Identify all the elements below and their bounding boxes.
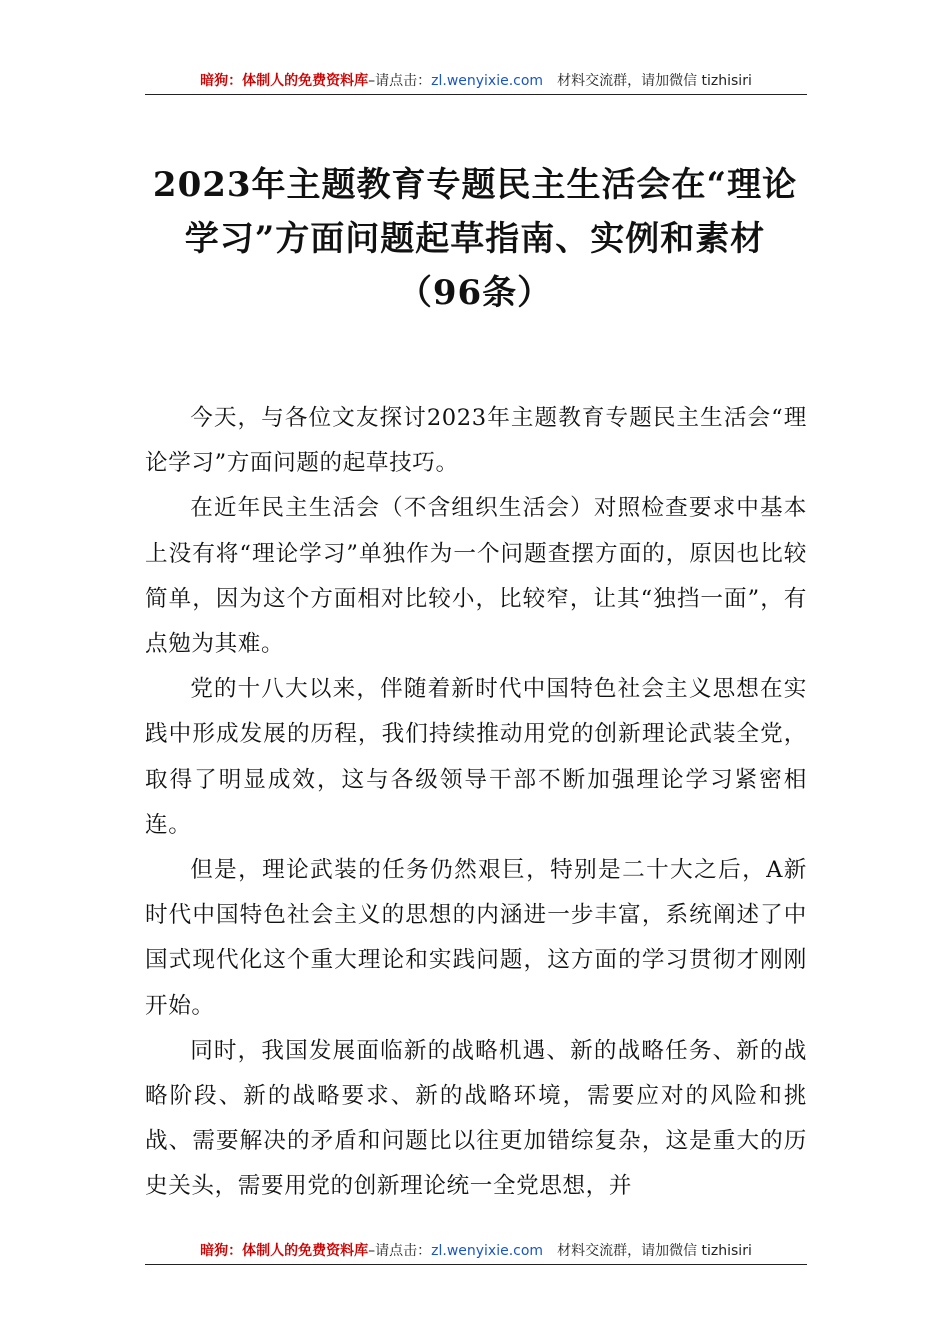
banner-click-prompt: –请点击： bbox=[368, 73, 432, 89]
banner-site-name: 暗狗：体制人的免费资料库 bbox=[200, 73, 369, 89]
paragraph: 在近年民主生活会（不含组织生活会）对照检查要求中基本上没有将“理论学习”单独作为一个问题查摆方面的，原因也比较简单，因为这个方面相对比较小，比较窄，让其“独挡一面”，有点勉为其难。 bbox=[145, 495, 807, 658]
banner-click-prompt: –请点击： bbox=[368, 1243, 432, 1259]
header-banner bbox=[145, 68, 807, 95]
footer-banner bbox=[145, 1238, 807, 1265]
document-title bbox=[120, 158, 830, 320]
banner-site-name: 暗狗：体制人的免费资料库 bbox=[200, 1243, 369, 1259]
banner-contact: 材料交流群，请加微信 tizhisiri bbox=[557, 1243, 752, 1259]
banner-contact: 材料交流群，请加微信 tizhisiri bbox=[557, 73, 752, 89]
title-line-1: 2023年主题教育专题民主生活会在“理论 bbox=[152, 165, 798, 205]
paragraph: 今天，与各位文友探讨2023年主题教育专题民主生活会“理论学习”方面问题的起草技巧。 bbox=[145, 405, 807, 477]
title-line-3: （96条） bbox=[397, 273, 553, 313]
title-line-2: 学习”方面问题起草指南、实例和素材 bbox=[184, 219, 766, 259]
document-body bbox=[145, 396, 807, 1210]
paragraph: 同时，我国发展面临新的战略机遇、新的战略任务、新的战略阶段、新的战略要求、新的战略环境，需要应对的风险和挑战、需要解决的矛盾和问题比以往更加错综复杂，这是重大的历史关头，需要用党的创新理论统一全党思想，并 bbox=[145, 1037, 807, 1200]
paragraph: 但是，理论武装的任务仍然艰巨，特别是二十大之后，A新时代中国特色社会主义的思想的内涵进一步丰富，系统阐述了中国式现代化这个重大理论和实践问题，这方面的学习贯彻才刚刚开始。 bbox=[145, 857, 807, 1019]
paragraph: 党的十八大以来，伴随着新时代中国特色社会主义思想在实践中形成发展的历程，我们持续推动用党的创新理论武装全党，取得了明显成效，这与各级领导干部不断加强理论学习紧密相连。 bbox=[145, 676, 807, 838]
banner-url-link[interactable]: zl.wenyixie.com bbox=[431, 1243, 544, 1259]
banner-url-link[interactable]: zl.wenyixie.com bbox=[431, 73, 544, 89]
